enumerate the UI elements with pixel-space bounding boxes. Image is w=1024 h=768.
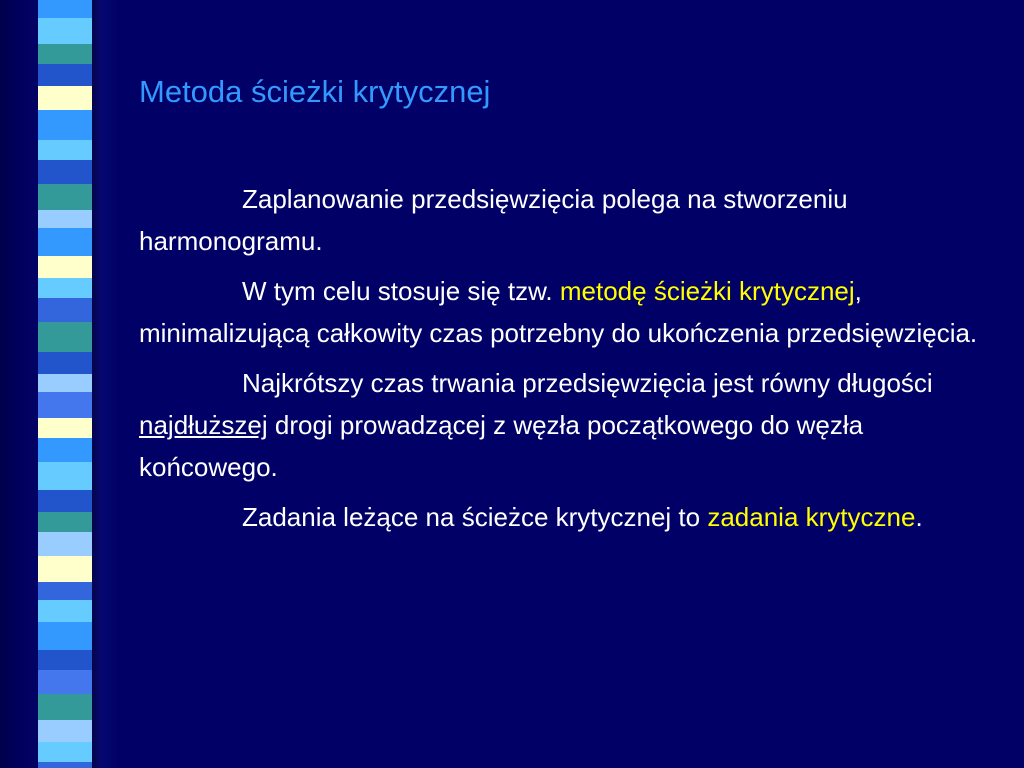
decorative-color-strip [38,0,92,768]
paragraph-1 [139,178,989,262]
strip-block [38,160,92,184]
strip-block [38,512,92,532]
strip-block [38,742,92,762]
strip-block [38,352,92,374]
strip-block [38,490,92,512]
strip-block [38,462,92,490]
strip-block [38,762,92,768]
strip-block [38,256,92,278]
strip-block [38,228,92,256]
strip-block [38,110,92,140]
slide-body [139,178,989,546]
paragraph-2 [139,270,989,354]
strip-block [38,670,92,694]
strip-block [38,86,92,110]
strip-block [38,278,92,298]
paragraph-3-text-start: Najkrótszy czas trwania przedsięwzięcia jest równy długości [242,368,933,398]
underlined-term-longest: najdłuższej [139,410,268,440]
strip-block [38,600,92,622]
strip-block [38,532,92,556]
strip-block [38,0,92,18]
strip-block [38,438,92,462]
decorative-strip-shadow [92,0,102,768]
strip-block [38,720,92,742]
strip-block [38,650,92,670]
strip-block [38,622,92,650]
slide-title: Metoda ścieżki krytycznej [139,74,491,109]
paragraph-3-text-end: drogi prowadzącej z węzła początkowego do węzła końcowego. [139,410,864,482]
highlight-term-critical-tasks: zadania krytyczne [707,502,916,532]
strip-block [38,184,92,210]
paragraph-2-text-start: W tym celu stosuje się tzw. [242,276,560,306]
paragraph-3 [139,362,989,488]
strip-block [38,694,92,720]
strip-block [38,582,92,600]
strip-block [38,298,92,322]
strip-block [38,18,92,44]
paragraph-4 [139,496,989,538]
strip-block [38,556,92,582]
strip-block [38,210,92,228]
strip-block [38,418,92,438]
paragraph-4-text-end: . [915,502,923,532]
paragraph-1-text: Zaplanowanie przedsięwzięcia polega na stworzeniu harmonogramu. [139,184,848,256]
strip-block [38,322,92,352]
strip-block [38,392,92,418]
strip-block [38,44,92,64]
strip-block [38,140,92,160]
highlight-term-critical-path-method: metodę ścieżki krytycznej [559,276,855,306]
paragraph-2-text-end: , minimalizującą całkowity czas potrzebny do ukończenia przedsięwzięcia. [139,276,978,348]
paragraph-4-text-start: Zadania leżące na ścieżce krytycznej to [242,502,708,532]
strip-block [38,374,92,392]
strip-block [38,64,92,86]
